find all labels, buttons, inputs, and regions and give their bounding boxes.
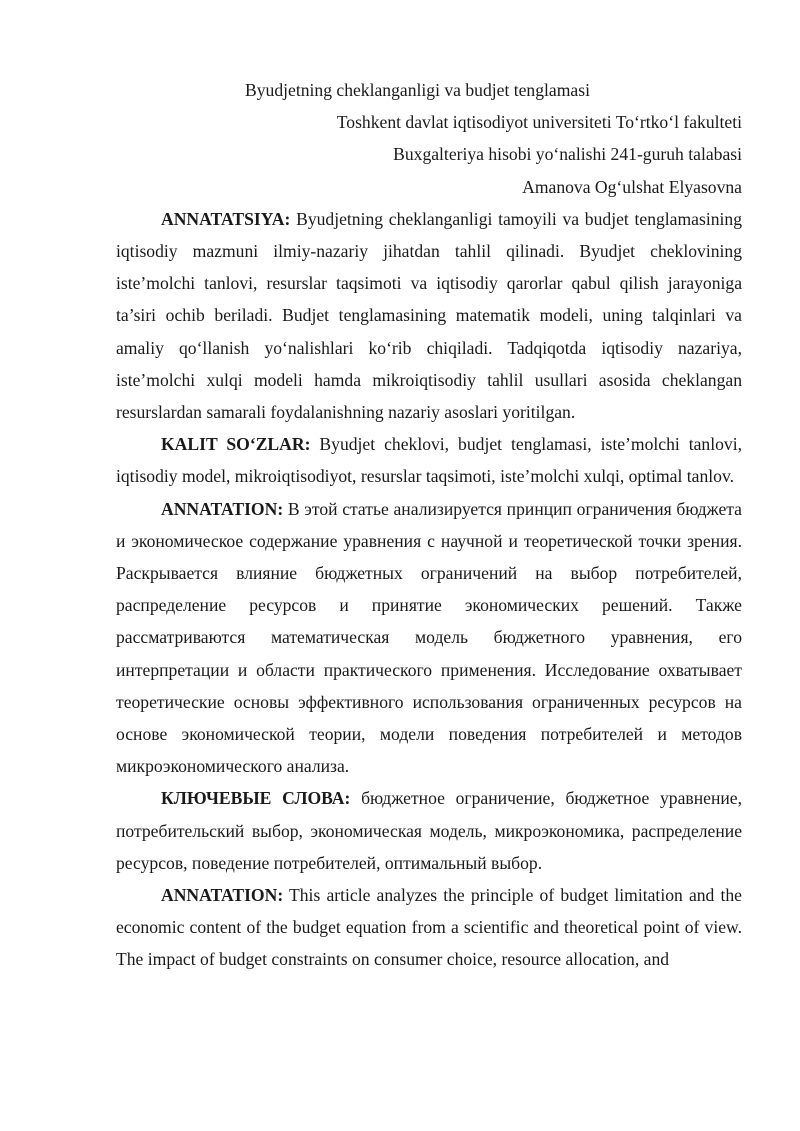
keywords-russian-label: КЛЮЧЕВЫЕ СЛОВА: [161,788,351,809]
abstract-uzbek-text: Byudjetning cheklanganligi tamoyili va budjet tenglamasining iqtisodiy mazmuni ilmiy-nazariy jihatdan tahlil qilinadi. Byudjet cheklovining iste’molchi tanlovi, resurslar taqsimoti va iqtisodiy qarorlar qabul qilish jarayoniga ta’siri ochib beriladi. Budjet tenglamasining matematik modeli, uning talqinlari va amaliy qo‘llanish yo‘nalishlari ko‘rib chiqiladi. Tadqiqotda iqtisodiy nazariya, iste’molchi xulqi modeli hamda mikroiqtisodiy tahlil usullari asosida cheklangan resurslardan samarali foydalanishning nazariy asoslari yoritilgan. [116,208,742,423]
document-page [116,74,742,976]
abstract-russian-text: В этой статье анализируется принцип ограничения бюджета и экономическое содержание уравнения с научной и теоретической точки зрения. Раскрывается влияние бюджетных ограничений на выбор потребителей, распределение ресурсов и принятие экономических решений. Также рассматриваются математическая модель бюджетного уравнения, его интерпретации и области практического применения. Исследование охватывает теоретические основы эффективного использования ограниченных ресурсов на основе экономической теории, модели поведения потребителей и методов микроэкономического анализа. [116,498,742,777]
keywords-russian-text: бюджетное ограничение, бюджетное уравнение, потребительский выбор, экономическая модель, микроэкономика, распределение ресурсов, поведение потребителей, оптимальный выбор. [116,788,742,873]
author-group: Buxgalteriya hisobi yo‘nalishi 241-guruh talabasi [393,144,742,165]
abstract-uzbek-label: ANNATATSIYA: [161,208,291,229]
abstract-russian [116,493,742,783]
keywords-uzbek-label: KALIT SO‘ZLAR: [161,434,311,455]
document-title: Byudjetning cheklanganligi va budjet tenglamasi [245,80,590,100]
abstract-english-text: This article analyzes the principle of budget limitation and the economic content of the budget equation from a scientific and theoretical point of view. The impact of budget constraints on consumer choice, resource allocation, and [116,885,742,970]
abstract-english-label: ANNATATION: [161,885,284,906]
keywords-uzbek [116,428,742,492]
abstract-russian-label: ANNATATION: [161,498,284,519]
author-name: Amanova Og‘ulshat Elyasovna [522,176,742,197]
keywords-uzbek-text: Byudjet cheklovi, budjet tenglamasi, iste’molchi tanlovi, iqtisodiy model, mikroiqtisodiyot, resurslar taqsimoti, iste’molchi xulqi, optimal tanlov. [116,434,742,487]
abstract-english [116,879,742,976]
abstract-uzbek [116,203,742,428]
author-university: Toshkent davlat iqtisodiyot universiteti To‘rtko‘l fakulteti [336,112,742,133]
keywords-russian [116,782,742,879]
